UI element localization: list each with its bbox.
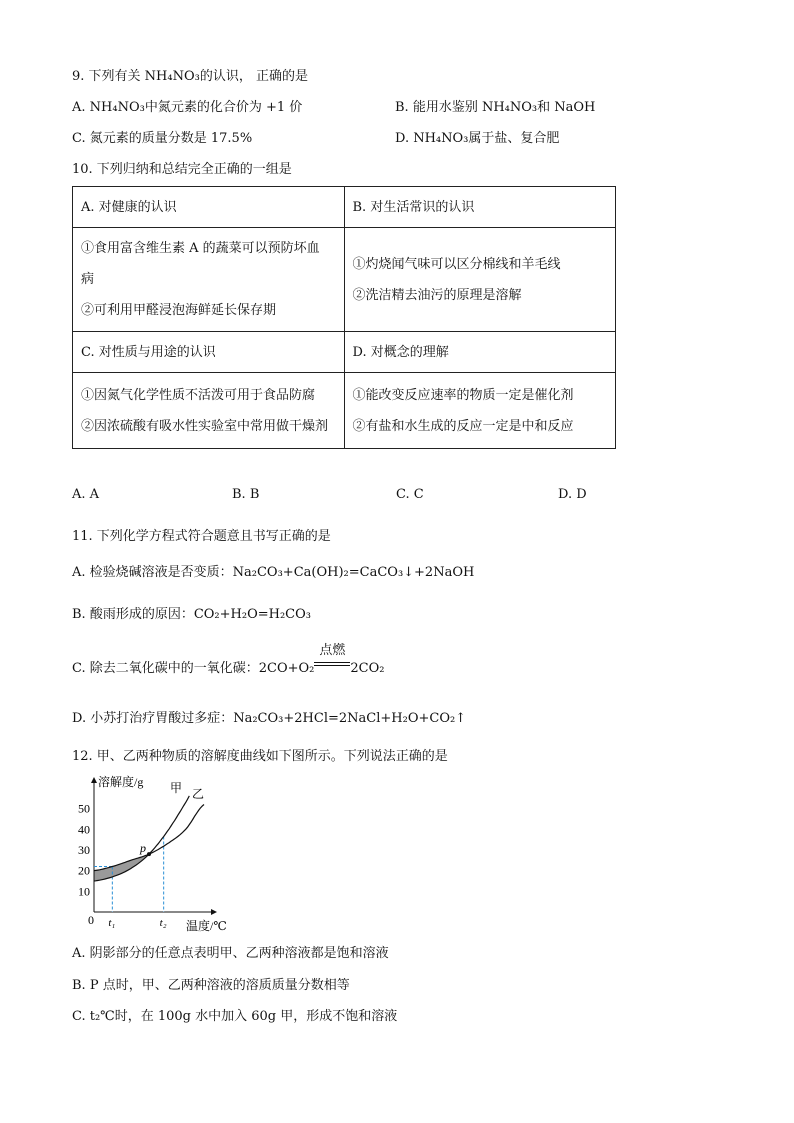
q10-option-d: D. D [558,487,587,502]
q10-cell-a-body [73,228,345,332]
y-tick-label: 40 [78,822,90,837]
y-tick-label: 20 [78,863,90,878]
q11-condition [314,643,350,678]
q10-d-item2: ②有盐和水生成的反应一定是中和反应 [352,418,574,434]
q11-option-c [72,643,385,678]
y-tick-label: 50 [78,801,90,816]
q9-stem: 9. 下列有关 NH₄NO₃的认识， 正确的是 [72,69,308,84]
q10-cell-d-body [344,373,616,449]
q10-c-item1: ①因氮气化学性质不活泼可用于食品防腐 [81,387,316,403]
q10-a-item2: ②可利用甲醛浸泡海鲜延长保存期 [81,303,277,318]
q10-table [72,186,616,449]
q11-option-b: B. 酸雨形成的原因：CO₂+H₂O=H₂CO₃ [72,607,311,622]
x-tick-t1: t₁ [108,917,116,929]
q10-cell-a-head: A. 对健康的认识 [73,187,345,228]
q12-stem: 12. 甲、乙两种物质的溶解度曲线如下图所示。下列说法正确的是 [72,749,448,764]
q10-a-item1: ①食用富含维生素 A 的蔬菜可以预防坏血 [81,241,320,256]
q9-option-b: B. 能用水鉴别 NH₄NO₃和 NaOH [395,100,596,115]
q11-condition-line-top [314,662,350,663]
q11-option-c-post: 2CO₂ [350,661,385,676]
curve-yi [94,805,204,871]
q12-option-c: C. t₂℃时，在 100g 水中加入 60g 甲，形成不饱和溶液 [72,1009,398,1024]
q11-option-a: A. 检验烧碱溶液是否变质：Na₂CO₃+Ca(OH)₂=CaCO₃↓+2NaOH [72,565,475,580]
q9-option-c: C. 氮元素的质量分数是 17.5% [72,131,253,146]
y-ticks [78,802,90,899]
y-tick-label: 30 [78,843,90,857]
q10-option-a: A. A [72,487,100,502]
origin-label: 0 [88,913,94,927]
solubility-chart-svg [66,770,246,940]
q12-option-a: A. 阴影部分的任意点表明甲、乙两种溶液都是饱和溶液 [72,946,389,961]
q10-cell-b-head: B. 对生活常识的认识 [344,187,616,228]
x-axis-label: 温度/℃ [186,919,227,933]
intersection-point [147,852,151,856]
q12-option-b: B. P 点时，甲、乙两种溶液的溶质质量分数相等 [72,978,350,993]
q10-option-b: B. B [232,487,260,502]
q11-option-d: D. 小苏打治疗胃酸过多症：Na₂CO₃+2HCl=2NaCl+H₂O+CO₂↑ [72,711,467,726]
series-label-yi: 乙 [192,787,205,801]
q10-stem: 10. 下列归纳和总结完全正确的一组是 [72,162,292,177]
q10-cell-d-head: D. 对概念的理解 [344,332,616,373]
point-p-label: p [140,841,146,856]
series-label-jia: 甲 [170,781,183,795]
q9-option-d: D. NH₄NO₃属于盐、复合肥 [395,131,560,146]
q10-option-c: C. C [396,487,424,502]
q11-condition-line-bottom [314,665,350,666]
x-tick-t2: t₂ [159,917,167,929]
q10-c-item2: ②因浓硫酸有吸水性实验室中常用做干燥剂 [81,418,329,434]
y-axis-label: 溶解度/g [98,775,144,789]
q10-a-item1-cont: 病 [81,272,95,287]
q11-stem: 11. 下列化学方程式符合题意且书写正确的是 [72,529,331,544]
q10-cell-b-body [344,228,616,332]
shaded-region [94,854,149,881]
q10-b-item1: ①灼烧闻气味可以区分棉线和羊毛线 [352,256,561,272]
y-tick-label: 10 [78,884,90,899]
q9-option-a: A. NH₄NO₃中氮元素的化合价为 +1 价 [72,100,303,115]
q10-cell-c-body [73,373,345,449]
solubility-chart [66,770,246,940]
q10-d-item1: ①能改变反应速率的物质一定是催化剂 [352,387,574,403]
q10-b-item2: ②洗洁精去油污的原理是溶解 [352,287,522,303]
q10-cell-c-head: C. 对性质与用途的认识 [73,332,345,373]
q11-condition-label: 点燃 [319,643,346,658]
q11-option-c-pre: C. 除去二氧化碳中的一氧化碳：2CO+O₂ [72,661,315,676]
